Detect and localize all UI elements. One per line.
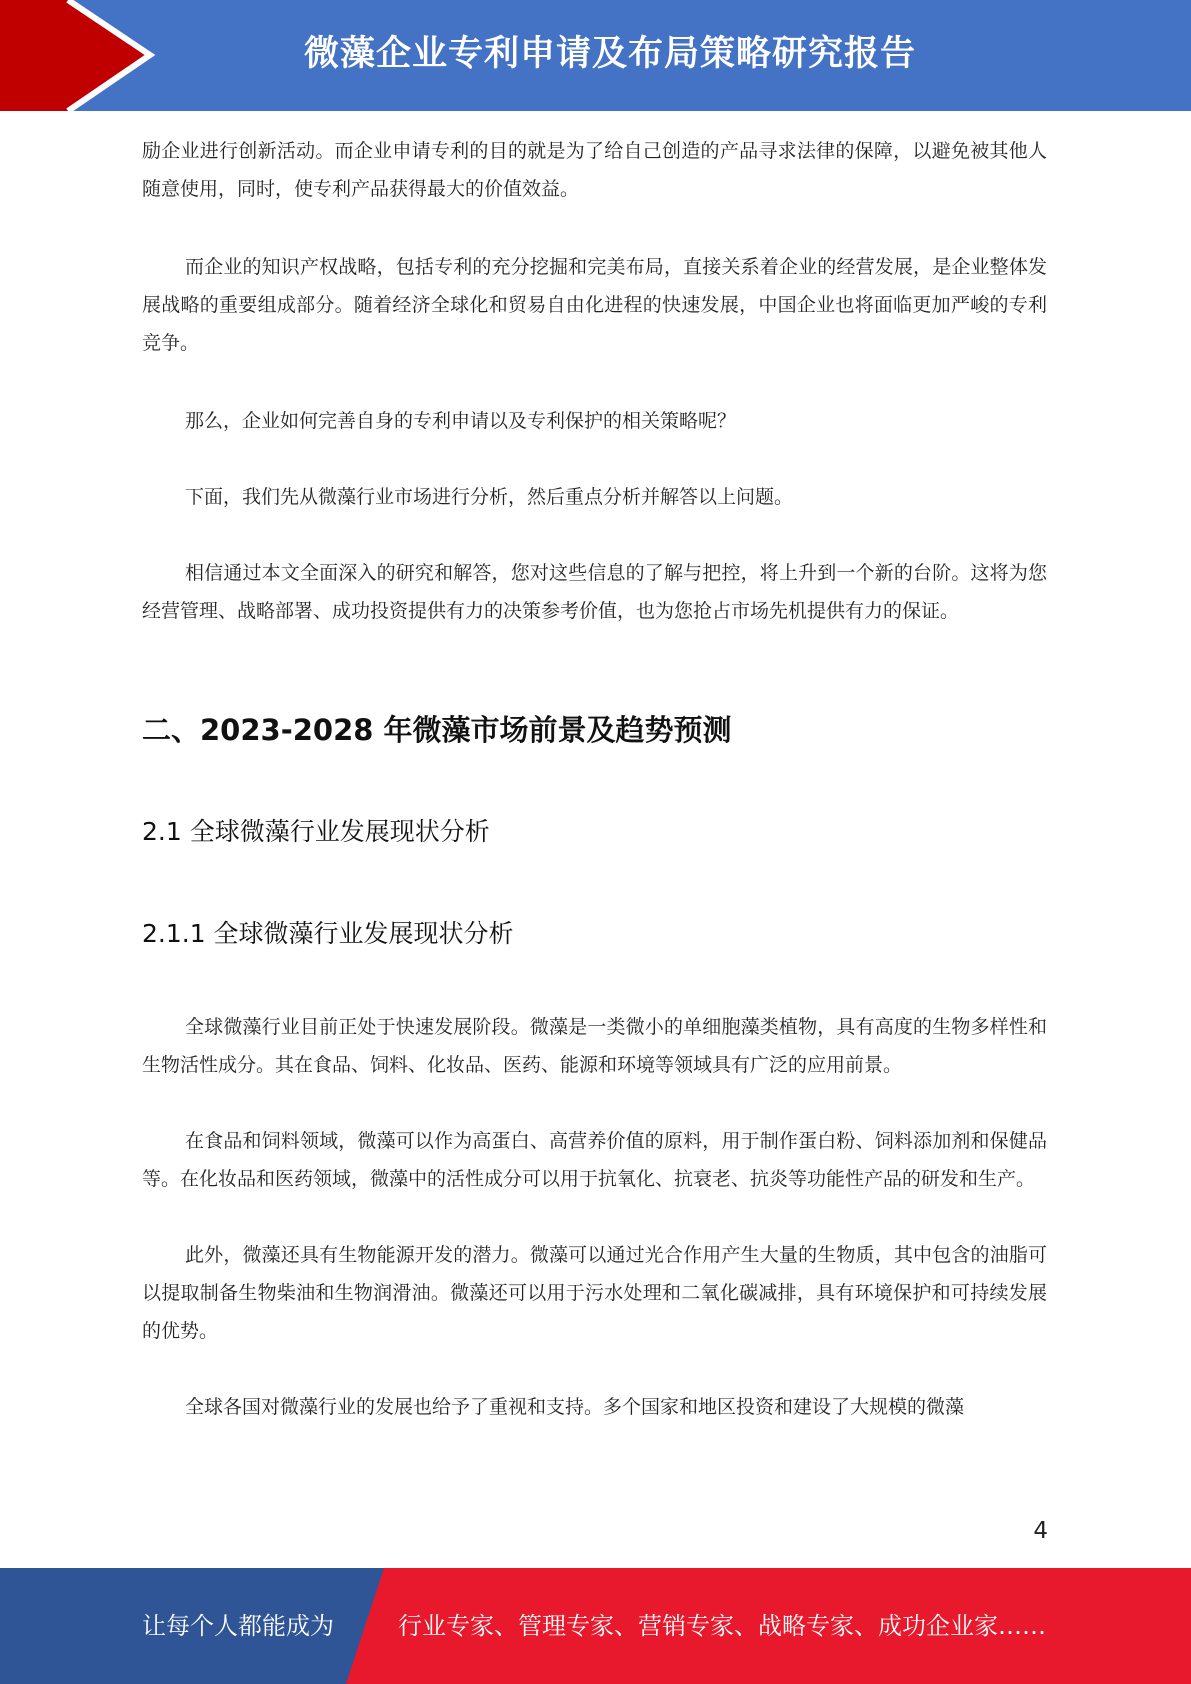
paragraph-4: 下面，我们先从微藻行业市场进行分析，然后重点分析并解答以上问题。 [185, 486, 794, 508]
report-title: 微藻企业专利申请及布局策略研究报告 [303, 34, 916, 74]
paragraph-9: 全球各国对微藻行业的发展也给予了重视和支持。多个国家和地区投资和建设了大规模的微藻 [185, 1396, 965, 1418]
body-bottom [142, 1008, 1047, 1426]
page-number: 4 [1033, 1518, 1048, 1544]
paragraph-8: 此外，微藻还具有生物能源开发的潜力。微藻可以通过光合作用产生大量的生物质，其中包含的油脂可以提取制备生物柴油和生物润滑油。微藻还可以用于污水处理和二氧化碳减排，具有环境保护和可持续发展的优势。 [142, 1244, 1047, 1342]
page-header [0, 0, 1191, 111]
paragraph-2: 而企业的知识产权战略，包括专利的充分挖掘和完美布局，直接关系着企业的经营发展，是企业整体发展战略的重要组成部分。随着经济全球化和贸易自由化进程的快速发展，中国企业也将面临更加严峻的专利竞争。 [142, 256, 1047, 354]
subsubsection-heading: 2.1.1 全球微藻行业发展现状分析 [142, 919, 514, 948]
paragraph-3: 那么，企业如何完善自身的专利申请以及专利保护的相关策略呢？ [185, 410, 737, 432]
paragraph-1: 励企业进行创新活动。而企业申请专利的目的就是为了给自己创造的产品寻求法律的保障，以避免被其他人随意使用，同时，使专利产品获得最大的价值效益。 [142, 140, 1047, 200]
subsection-heading: 2.1 全球微藻行业发展现状分析 [142, 817, 490, 846]
body-top [142, 132, 1047, 630]
footer-slogan-left: 让每个人都能成为 [142, 1612, 334, 1640]
footer-slogan-right: 行业专家、管理专家、营销专家、战略专家、成功企业家…… [398, 1612, 1046, 1640]
paragraph-7: 在食品和饲料领域，微藻可以作为高蛋白、高营养价值的原料，用于制作蛋白粉、饲料添加剂和保健品等。在化妆品和医药领域，微藻中的活性成分可以用于抗氧化、抗衰老、抗炎等功能性产品的研发和生产。 [142, 1130, 1047, 1190]
header-red-arrow [0, 0, 150, 111]
paragraph-5: 相信通过本文全面深入的研究和解答，您对这些信息的了解与把控，将上升到一个新的台阶。这将为您经营管理、战略部署、成功投资提供有力的决策参考价值，也为您抢占市场先机提供有力的保证。 [142, 562, 1047, 622]
page-footer [0, 1568, 1191, 1684]
section-heading: 二、2023-2028 年微藻市场前景及趋势预测 [142, 713, 732, 747]
paragraph-6: 全球微藻行业目前正处于快速发展阶段。微藻是一类微小的单细胞藻类植物，具有高度的生物多样性和生物活性成分。其在食品、饲料、化妆品、医药、能源和环境等领域具有广泛的应用前景。 [142, 1016, 1047, 1076]
